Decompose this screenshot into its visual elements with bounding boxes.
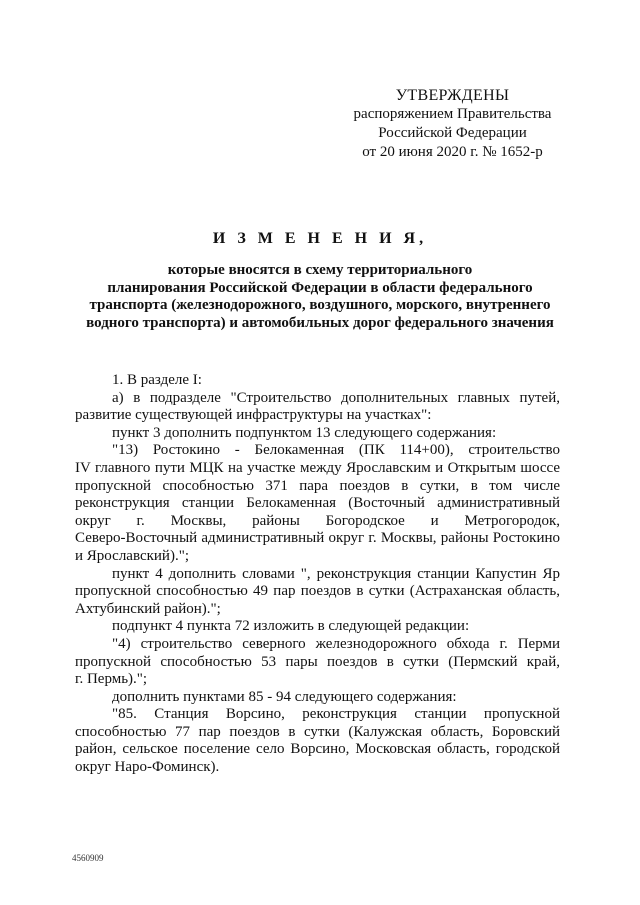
body-line: пропускной способностью 53 пары поездов в сутки (Пермский край, — [75, 653, 560, 670]
body-line: подпункт 4 пункта 72 изложить в следующей редакции: — [112, 618, 470, 635]
approval-stamp — [345, 86, 560, 162]
approval-title: УТВЕРЖДЕНЫ — [395, 87, 510, 104]
body-line: пропускной способностью 371 пара поездов в сутки, в том числе — [75, 477, 560, 494]
document-subtitle — [60, 262, 580, 332]
approval-date-line: от 20 июня 2020 г. № 1652-р — [362, 144, 543, 160]
subtitle-line: которые вносятся в схему территориального — [167, 262, 473, 278]
body-line: способностью 77 пар поездов в сутки (Калужская область, Боровский — [75, 723, 560, 740]
body-line: "85. Станция Ворсино, реконструкция станции пропускной — [112, 706, 560, 723]
subtitle-line: планирования Российской Федерации в области федерального — [107, 279, 533, 296]
body-line: "13) Ростокино - Белокаменная (ПК 114+00), строительство — [112, 442, 560, 459]
body-line: а) в подразделе "Строительство дополнительных главных путей, — [112, 389, 560, 406]
body-line: Северо-Восточный административный округ г. Москвы, районы Ростокино — [75, 530, 560, 547]
document-title: И З М Е Н Е Н И Я, — [212, 230, 428, 247]
body-line: IV главного пути МЦК на участке между Ярославским и Открытым шоссе — [75, 459, 560, 476]
body-line: пропускной способностью 49 пар поездов в сутки (Астраханская область, — [75, 583, 560, 600]
footer-code: 4560909 — [72, 853, 104, 863]
body-line: район, сельское поселение село Ворсино, Московская область, городской — [75, 741, 560, 758]
body-line: пункт 4 дополнить словами ", реконструкция станции Капустин Яр — [112, 565, 560, 582]
body-line: развитие существующей инфраструктуры на участках": — [75, 407, 432, 424]
subtitle-line: транспорта (железнодорожного, воздушного, морского, внутреннего — [89, 297, 551, 313]
approval-line: Российской Федерации — [378, 125, 527, 141]
body-line: и Ярославский)."; — [75, 547, 189, 564]
approval-line: распоряжением Правительства — [353, 106, 552, 122]
body-line: 1. В разделе I: — [112, 372, 202, 388]
body-line: округ г. Москвы, районы Богородское и Метрогородок, — [75, 512, 560, 529]
body-line: Ахтубинский район)."; — [75, 600, 221, 617]
subtitle-line: водного транспорта) и автомобильных дорог федерального значения — [86, 314, 554, 331]
body-line: "4) строительство северного железнодорожного обхода г. Перми — [112, 635, 560, 652]
body-line: г. Пермь)."; — [75, 671, 148, 688]
body-line: округ Наро-Фоминск). — [75, 759, 220, 776]
document-body — [75, 372, 560, 777]
body-line: дополнить пунктами 85 - 94 следующего содержания: — [112, 688, 457, 705]
body-line: реконструкция станции Белокаменная (Восточный административный — [75, 495, 560, 512]
body-line: пункт 3 дополнить подпунктом 13 следующего содержания: — [112, 424, 497, 441]
